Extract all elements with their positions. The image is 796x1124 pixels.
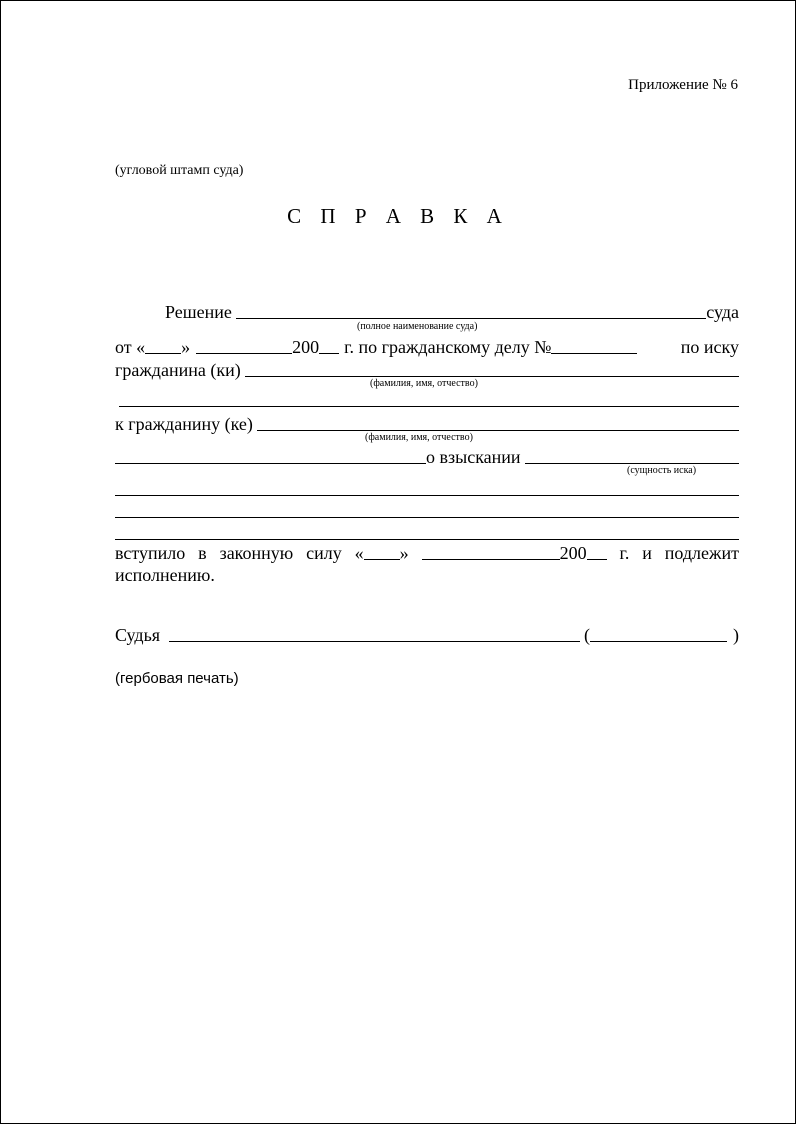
claim-essence-hint: (сущность иска) (627, 465, 697, 476)
effect-day-field[interactable] (364, 559, 400, 560)
year-prefix: 200 (292, 337, 320, 357)
paren-close: ) (733, 625, 739, 645)
effect-word: подлежит (664, 543, 739, 563)
effect-word: в (198, 543, 207, 563)
effect-word: г. (619, 543, 630, 563)
effect-line-1 (115, 542, 739, 564)
plaintiff-name-field[interactable] (245, 376, 739, 377)
case-text: г. по гражданскому делу № (344, 337, 552, 357)
plaintiff-extra-line[interactable] (119, 406, 739, 407)
effect-year-prefix: 200 (559, 543, 587, 563)
judge-name-field[interactable] (590, 641, 727, 642)
effect-year-field[interactable] (587, 559, 607, 560)
quote-close: » (181, 337, 191, 357)
month-field[interactable] (196, 353, 292, 354)
effect-month-field[interactable] (422, 559, 560, 560)
decision-row (115, 297, 739, 323)
effect-date-group (422, 542, 607, 564)
judge-signature-field[interactable] (169, 641, 580, 642)
decision-label: Решение (165, 302, 232, 322)
case-number-field[interactable] (551, 353, 637, 354)
court-suffix: суда (706, 302, 739, 322)
year-field[interactable] (319, 353, 339, 354)
defendant-name-hint: (фамилия, имя, отчество) (365, 432, 473, 443)
effect-paragraph (115, 542, 739, 586)
defendant-label: к гражданину (ке) (115, 414, 253, 434)
effect-line-2: исполнению. (115, 565, 215, 585)
judge-row (115, 625, 739, 646)
plaintiff-label: гражданина (ки) (115, 360, 241, 380)
claim-line-2[interactable] (115, 517, 739, 518)
court-name-hint: (полное наименование суда) (357, 321, 478, 332)
court-name-field[interactable] (236, 318, 706, 319)
effect-word: вступило (115, 543, 186, 563)
seal-note: (гербовая печать) (115, 670, 239, 687)
from-prefix: от « (115, 337, 146, 357)
effect-quote-open: « (354, 543, 364, 563)
recovery-label: о взыскании (426, 447, 521, 467)
effect-quote-close: » (399, 543, 409, 563)
court-stamp-note: (угловой штамп суда) (115, 163, 244, 178)
judge-label: Судья (115, 625, 161, 645)
paren-open: ( (584, 625, 590, 645)
day-field[interactable] (145, 353, 181, 354)
effect-day-group (355, 542, 409, 564)
defendant-extra-field[interactable] (115, 463, 426, 464)
claim-text: по иску (680, 337, 739, 357)
claim-line-3[interactable] (115, 539, 739, 540)
plaintiff-name-hint: (фамилия, имя, отчество) (370, 378, 478, 389)
appendix-number: Приложение № 6 (628, 77, 738, 93)
effect-word: и (642, 543, 652, 563)
defendant-name-field[interactable] (257, 430, 739, 431)
effect-word: силу (306, 543, 342, 563)
claim-essence-field[interactable] (525, 463, 739, 464)
document-title: С П Р А В К А (287, 204, 509, 228)
claim-line-1[interactable] (115, 495, 739, 496)
effect-word: законную (219, 543, 294, 563)
